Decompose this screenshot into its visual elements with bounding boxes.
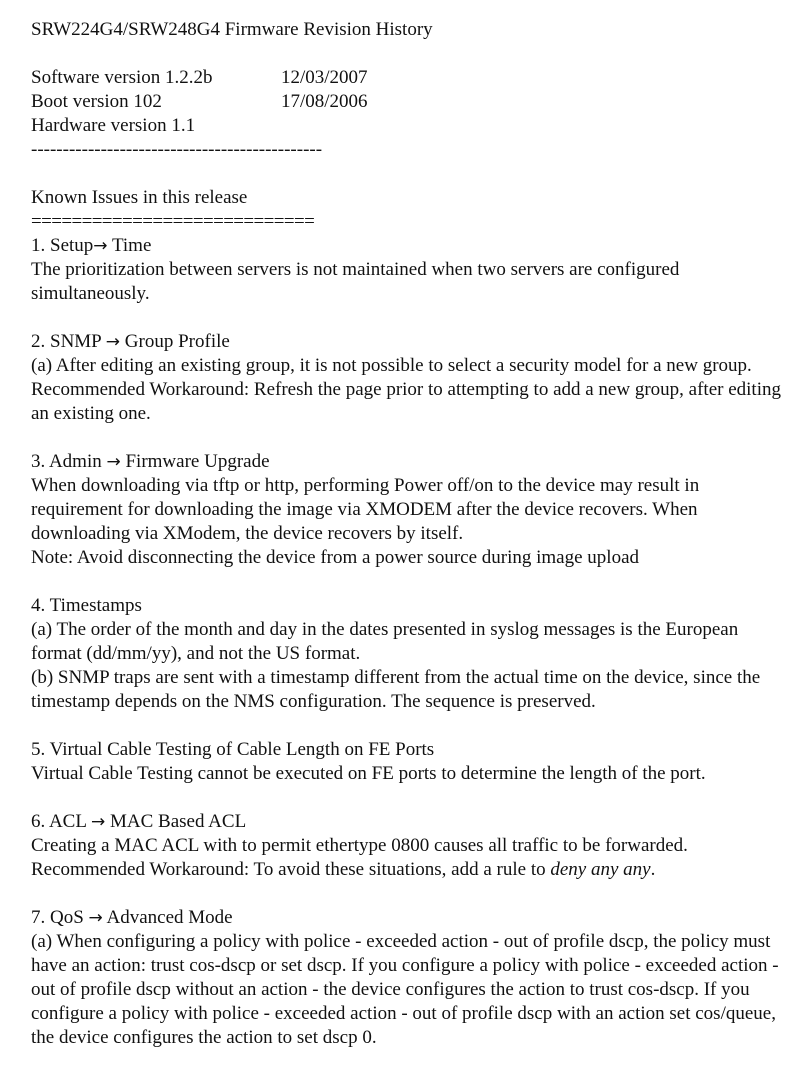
issue-path-start: Setup (50, 235, 94, 256)
issue-number: 6. (31, 811, 46, 832)
arrow-icon: → (106, 452, 121, 472)
issue-heading (31, 810, 788, 834)
issue-path-start: Admin (48, 451, 102, 472)
issue-text: (b) SNMP traps are sent with a timestamp different from the actual time on the device, since the timestamp depends on the NMS configuration. The sequence is preserved. (31, 667, 761, 712)
separator-line: ---------------------------------------------- (31, 139, 323, 160)
issue-heading (31, 594, 788, 618)
issue-heading (31, 738, 788, 762)
issue-path-end: Group Profile (124, 331, 230, 352)
issue-title: Virtual Cable Testing of Cable Length on FE Ports (49, 739, 435, 760)
double-rule: ============================ (31, 211, 315, 232)
issue-workaround (31, 858, 788, 882)
issue-number: 4. (31, 595, 46, 616)
boot-version-date: 17/08/2006 (281, 91, 368, 112)
arrow-icon: → (91, 812, 106, 832)
workaround-prefix: Recommended Workaround: To avoid these situations, add a rule to (31, 859, 551, 880)
issue-note: Note: Avoid disconnecting the device from a power source during image upload (31, 547, 639, 568)
issue-text: (a) After editing an existing group, it is not possible to select a security model for a new group. (31, 355, 752, 376)
issue-6 (31, 810, 788, 882)
document-title: SRW224G4/SRW248G4 Firmware Revision History (31, 19, 433, 40)
arrow-icon: → (93, 236, 108, 256)
issue-title: Timestamps (49, 595, 142, 616)
workaround-suffix: . (650, 859, 656, 880)
arrow-icon: → (105, 332, 121, 352)
issue-text: The prioritization between servers is not maintained when two servers are configured simultaneously. (31, 259, 680, 304)
issue-workaround: Recommended Workaround: Refresh the page prior to attempting to add a new group, after editing an existing one. (31, 379, 781, 424)
issue-path-end: Firmware Upgrade (125, 451, 270, 472)
issue-number: 5. (31, 739, 46, 760)
issue-text: (a) The order of the month and day in the dates presented in syslog messages is the European format (dd/mm/yy), and not the US format. (31, 619, 739, 664)
issue-number: 1. (31, 235, 46, 256)
issue-4 (31, 594, 788, 714)
issue-number: 3. (31, 451, 46, 472)
issue-5 (31, 738, 788, 786)
issue-text: Virtual Cable Testing cannot be executed on FE ports to determine the length of the port. (31, 763, 706, 784)
issue-heading (31, 234, 788, 258)
issue-text: When downloading via tftp or http, performing Power off/on to the device may result in requirement for downloading the image via XMODEM after the device recovers. When downloading via XModem, the device recovers by itself. (31, 475, 700, 544)
boot-version-row (31, 90, 788, 114)
issue-3 (31, 450, 788, 570)
issue-path-start: SNMP (50, 331, 102, 352)
boot-version-label: Boot version 102 (31, 91, 162, 112)
issue-text: Creating a MAC ACL with to permit ethertype 0800 causes all traffic to be forwarded. (31, 835, 688, 856)
issue-7 (31, 906, 788, 1050)
issue-number: 7. (31, 907, 46, 928)
hardware-version-label: Hardware version 1.1 (31, 115, 196, 136)
issue-heading (31, 450, 788, 474)
issue-path-end: Time (111, 235, 152, 256)
hardware-version-row (31, 114, 788, 138)
issue-heading (31, 906, 788, 930)
known-issues-heading: Known Issues in this release (31, 187, 248, 208)
issue-heading (31, 330, 788, 354)
software-version-date: 12/03/2007 (281, 67, 368, 88)
issue-text: (a) When configuring a policy with police - exceeded action - out of profile dscp, the policy must have an action: trust cos-dscp or set dscp. If you configure a policy with police - exceeded action - out of profile dscp without an action - the device configures the action to trust cos-dscp. If you configure a policy with police - exceeded action - out of profile dscp with an action set cos/queue, the device configures the action to set dscp 0. (31, 931, 779, 1048)
issue-path-start: ACL (48, 811, 87, 832)
issue-2 (31, 330, 788, 426)
issue-1 (31, 234, 788, 306)
software-version-row (31, 66, 788, 90)
software-version-label: Software version 1.2.2b (31, 67, 213, 88)
arrow-icon: → (88, 908, 103, 928)
issue-path-end: Advanced Mode (106, 907, 233, 928)
workaround-italic: deny any any (550, 859, 651, 880)
issue-path-start: QoS (50, 907, 84, 928)
issue-number: 2. (31, 331, 46, 352)
issue-path-end: MAC Based ACL (110, 811, 247, 832)
